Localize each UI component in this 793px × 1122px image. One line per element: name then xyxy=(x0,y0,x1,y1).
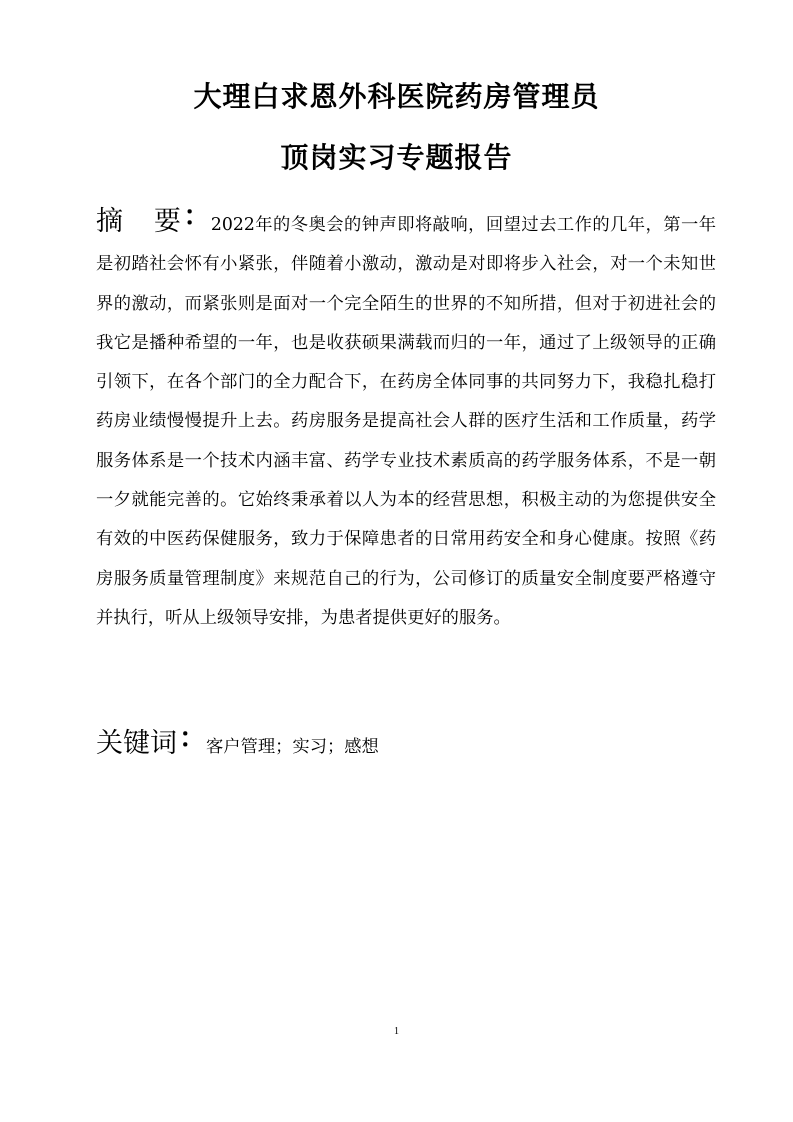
keywords-text: 客户管理；实习；感想 xyxy=(206,737,379,757)
abstract-text: 2022年的冬奥会的钟声即将敲响，回望过去工作的几年，第一年是初踏社会怀有小紧张，伴随着小激动，激动是对即将步入社会，对一个未知世界的激动，而紧张则是面对一个完全陌生的世界的不知所措，但对于初进社会的我它是播种希望的一年，也是收获硕果满载而归的一年，通过了上级领导的正确引领下，在各个部门的全力配合下，在药房全体同事的共同努力下，我稳扎稳打药房业绩慢慢提升上去。药房服务是提高社会人群的医疗生活和工作质量，药学服务体系是一个技术内涵丰富、药学专业技术素质高的药学服务体系，不是一朝一夕就能完善的。它始终秉承着以人为本的经营思想，积极主动的为您提供安全有效的中医药保健服务，致力于保障患者的日常用药安全和身心健康。按照《药房服务质量管理制度》来规范自己的行为，公司修订的质量安全制度要严格遵守并执行，听从上级领导安排，为患者提供更好的服务。 xyxy=(96,215,717,628)
abstract-colon: ： xyxy=(183,201,211,232)
report-title-line-2: 顶岗实习专题报告 xyxy=(280,141,513,174)
keywords-colon: ： xyxy=(179,723,206,754)
keywords-label: 关键词 xyxy=(96,728,177,759)
abstract-label-part-2: 要 xyxy=(153,206,182,237)
report-title-line-1: 大理白求恩外科医院药房管理员 xyxy=(193,80,600,113)
keywords-line xyxy=(96,724,716,767)
abstract-label-part-1: 摘 xyxy=(96,206,124,237)
abstract-paragraph xyxy=(96,202,716,638)
page-number: 1 xyxy=(394,1026,399,1037)
